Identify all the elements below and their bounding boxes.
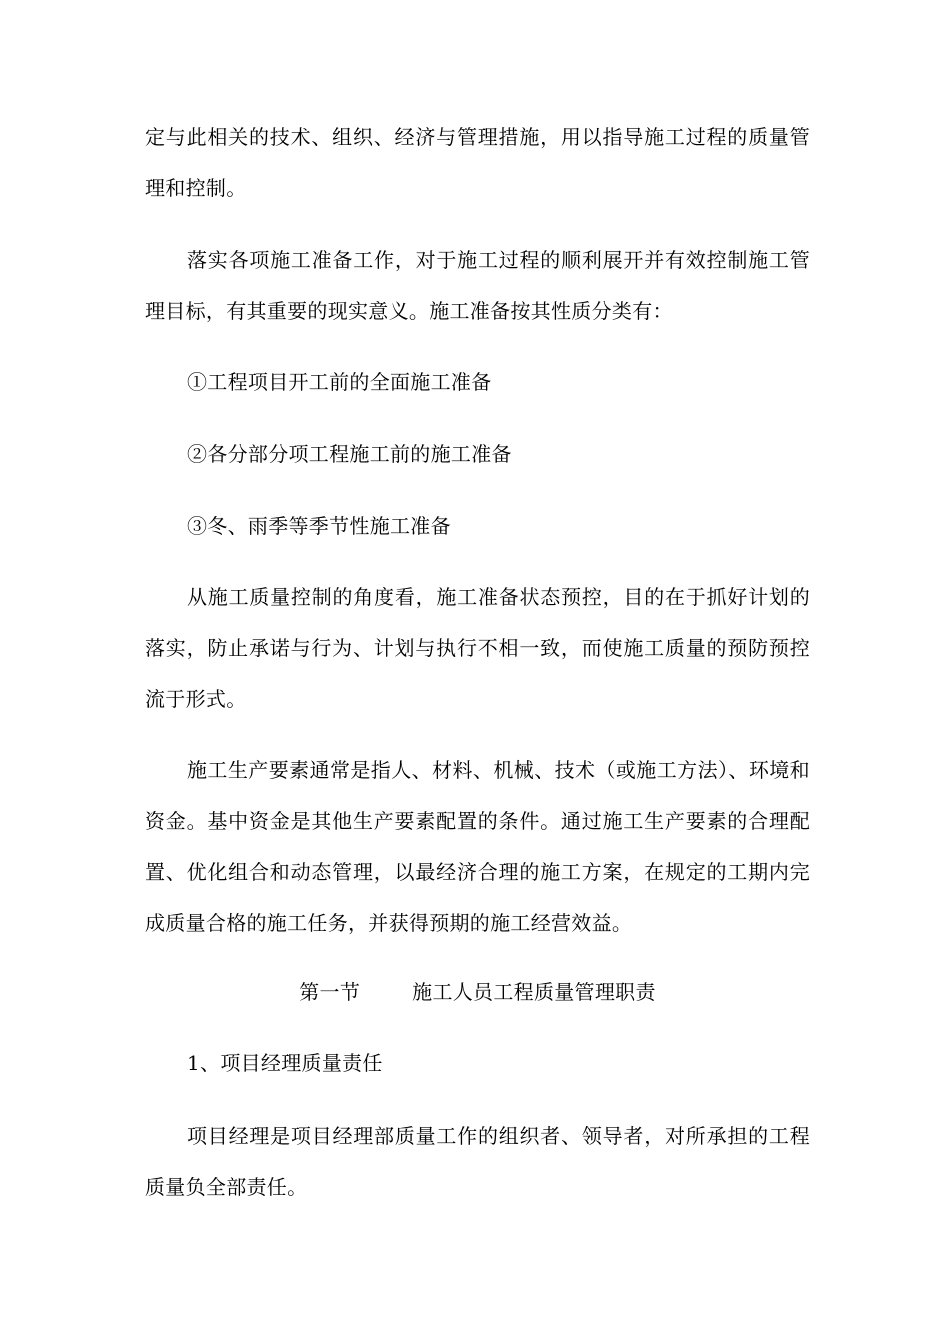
list-item-2: ②各分部分项工程施工前的施工准备 xyxy=(187,442,512,466)
list-item-1: ①工程项目开工前的全面施工准备 xyxy=(187,370,492,394)
section-heading xyxy=(145,967,810,1018)
paragraph-project-manager: 项目经理是项目经理部质量工作的组织者、领导者，对所承担的工程质量负全部责任。 xyxy=(145,1124,810,1199)
paragraph-quality-control: 从施工质量控制的角度看，施工准备状态预控，目的在于抓好计划的落实，防止承诺与行为、计划与执行不相一致，而使施工质量的预防预控流于形式。 xyxy=(145,585,810,711)
subheading-project-manager: 1、项目经理质量责任 xyxy=(187,1051,383,1075)
list-item-3: ③冬、雨季等季节性施工准备 xyxy=(187,514,451,538)
paragraph-production-factors: 施工生产要素通常是指人、材料、机械、技术（或施工方法）、环境和资金。基中资金是其他生产要素配置的条件。通过施工生产要素的合理配置、优化组合和动态管理，以最经济合理的施工方案，在规定的工期内完成质量合格的施工任务，并获得预期的施工经营效益。 xyxy=(145,758,810,935)
paragraph-continuation: 定与此相关的技术、组织、经济与管理措施，用以指导施工过程的质量管理和控制。 xyxy=(145,125,810,200)
section-number: 第一节 xyxy=(299,980,361,1004)
paragraph-preparation: 落实各项施工准备工作，对于施工过程的顺利展开并有效控制施工管理目标，有其重要的现实意义。施工准备按其性质分类有： xyxy=(145,248,810,323)
section-title: 施工人员工程质量管理职责 xyxy=(412,980,656,1004)
